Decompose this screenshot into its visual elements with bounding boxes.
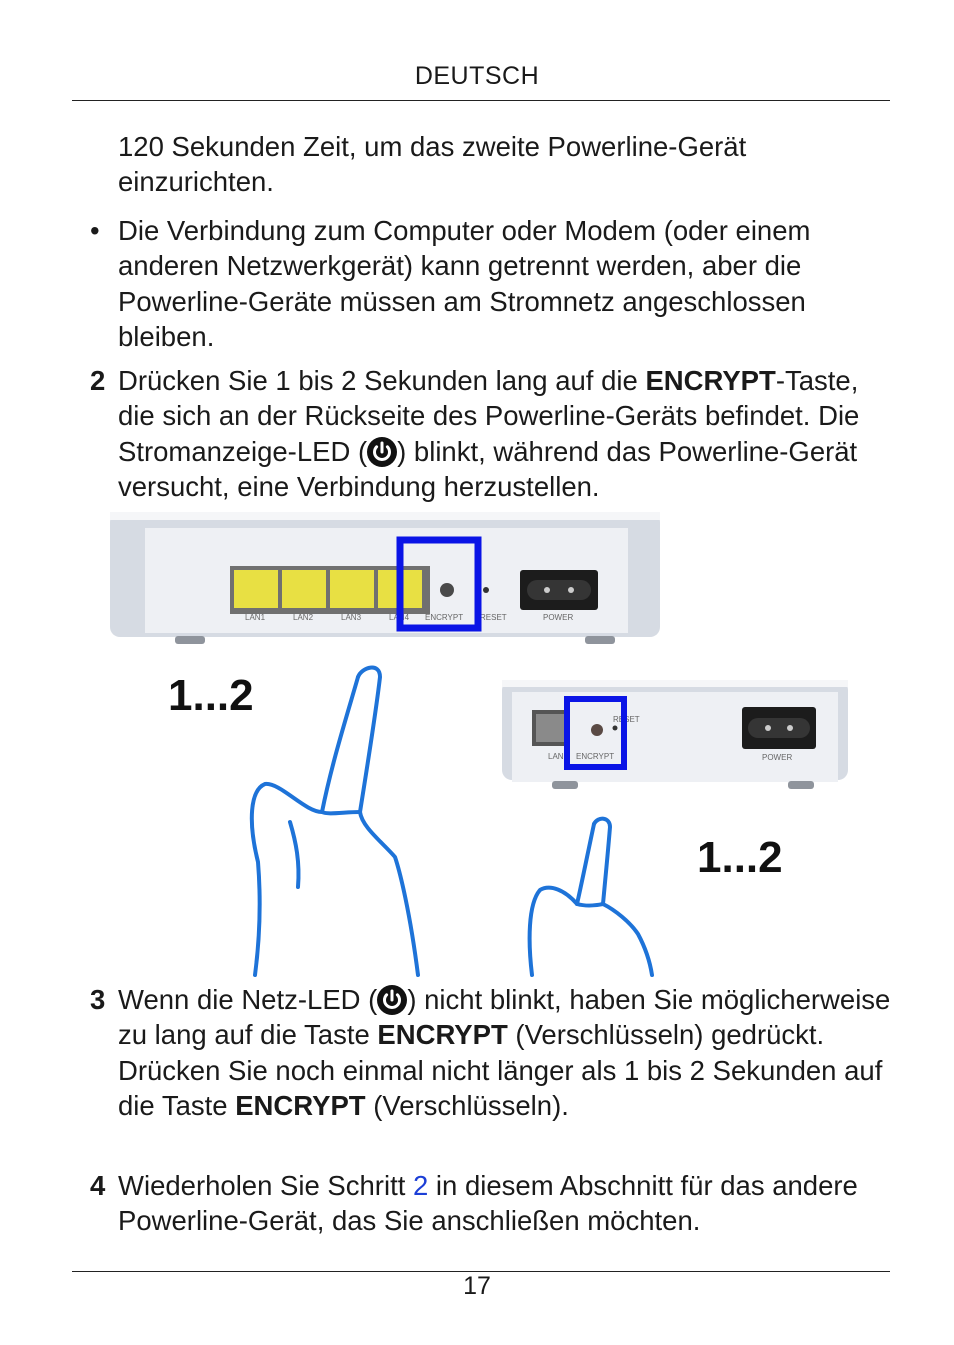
hand-press-icon-small [530, 819, 652, 975]
step-4-paragraph: Wiederholen Sie Schritt 2 in diesem Abschnitt für das andere Powerline-Gerät, das Sie anschließen möchten. [118, 1170, 858, 1237]
lan3-port [330, 570, 374, 608]
header-rule [72, 100, 890, 101]
press-duration-label-2: 1...2 [697, 833, 783, 882]
lan4-label: LAN4 [389, 613, 410, 622]
bullet-paragraph: Die Verbindung zum Computer oder Modem (oder einem anderen Netzwerkgerät) kann getrennt werden, aber die Powerline-Geräte müssen am Stromnetz angeschlossen bleiben. [118, 215, 811, 352]
lan3-label: LAN3 [341, 613, 362, 622]
small-power-label: POWER [762, 753, 793, 762]
lan2-port [282, 570, 326, 608]
encrypt-keyword: ENCRYPT [377, 1019, 508, 1051]
step-2-paragraph: Drücken Sie 1 bis 2 Sekunden lang auf die ENCRYPT-Taste, die sich an der Rückseite des Powerline-Geräts befindet. Die Stromanzeige-LED ( ) blinkt, während das Powerline-Gerät versucht, eine Verbindung herzustellen. [118, 365, 860, 502]
power-led-icon [367, 437, 397, 467]
step-2-link[interactable]: 2 [413, 1170, 429, 1201]
step-4-number: 4 [90, 1170, 106, 1201]
small-device-rear-panel [502, 680, 848, 789]
page-header-title: DEUTSCH [414, 62, 540, 90]
lan2-label: LAN2 [293, 613, 314, 622]
lan1-label: LAN1 [245, 613, 266, 622]
reset-pinhole [483, 587, 489, 593]
press-duration-label-1: 1...2 [168, 671, 254, 720]
page-number: 17 [463, 1272, 491, 1300]
reset-label: RESET [480, 613, 507, 622]
encrypt-keyword: ENCRYPT [645, 365, 776, 396]
encrypt-keyword: ENCRYPT [235, 1089, 366, 1121]
step-3-number: 3 [90, 984, 106, 1015]
small-encrypt-button [591, 724, 603, 736]
small-reset-label: RESET [613, 715, 640, 724]
intro-paragraph: 120 Sekunden Zeit, um das zweite Powerline-Gerät einzurichten. [118, 131, 747, 198]
encrypt-label: ENCRYPT [425, 613, 464, 622]
device-illustration [100, 512, 900, 977]
encrypt-button [440, 583, 454, 597]
small-reset-pinhole [613, 726, 618, 731]
step-2-number: 2 [90, 365, 106, 396]
hand-press-icon [252, 668, 418, 975]
bullet-marker: • [90, 215, 100, 246]
step-3-paragraph: Wenn die Netz-LED ( ) nicht blinkt, haben Sie möglicherweise zu lang auf die Taste ENCRYPT (Verschlüsseln) gedrückt. Drücken Sie noch einmal nicht länger als 1 bis 2 Sekunden auf die Taste ENCRYPT (Verschlüsseln). [118, 984, 891, 1121]
large-device-rear-panel [110, 512, 660, 644]
power-label: POWER [543, 613, 574, 622]
small-lan-label: LAN [548, 752, 564, 761]
power-led-icon [377, 985, 407, 1015]
lan1-port [234, 570, 278, 608]
small-encrypt-label: ENCRYPT [576, 752, 615, 761]
